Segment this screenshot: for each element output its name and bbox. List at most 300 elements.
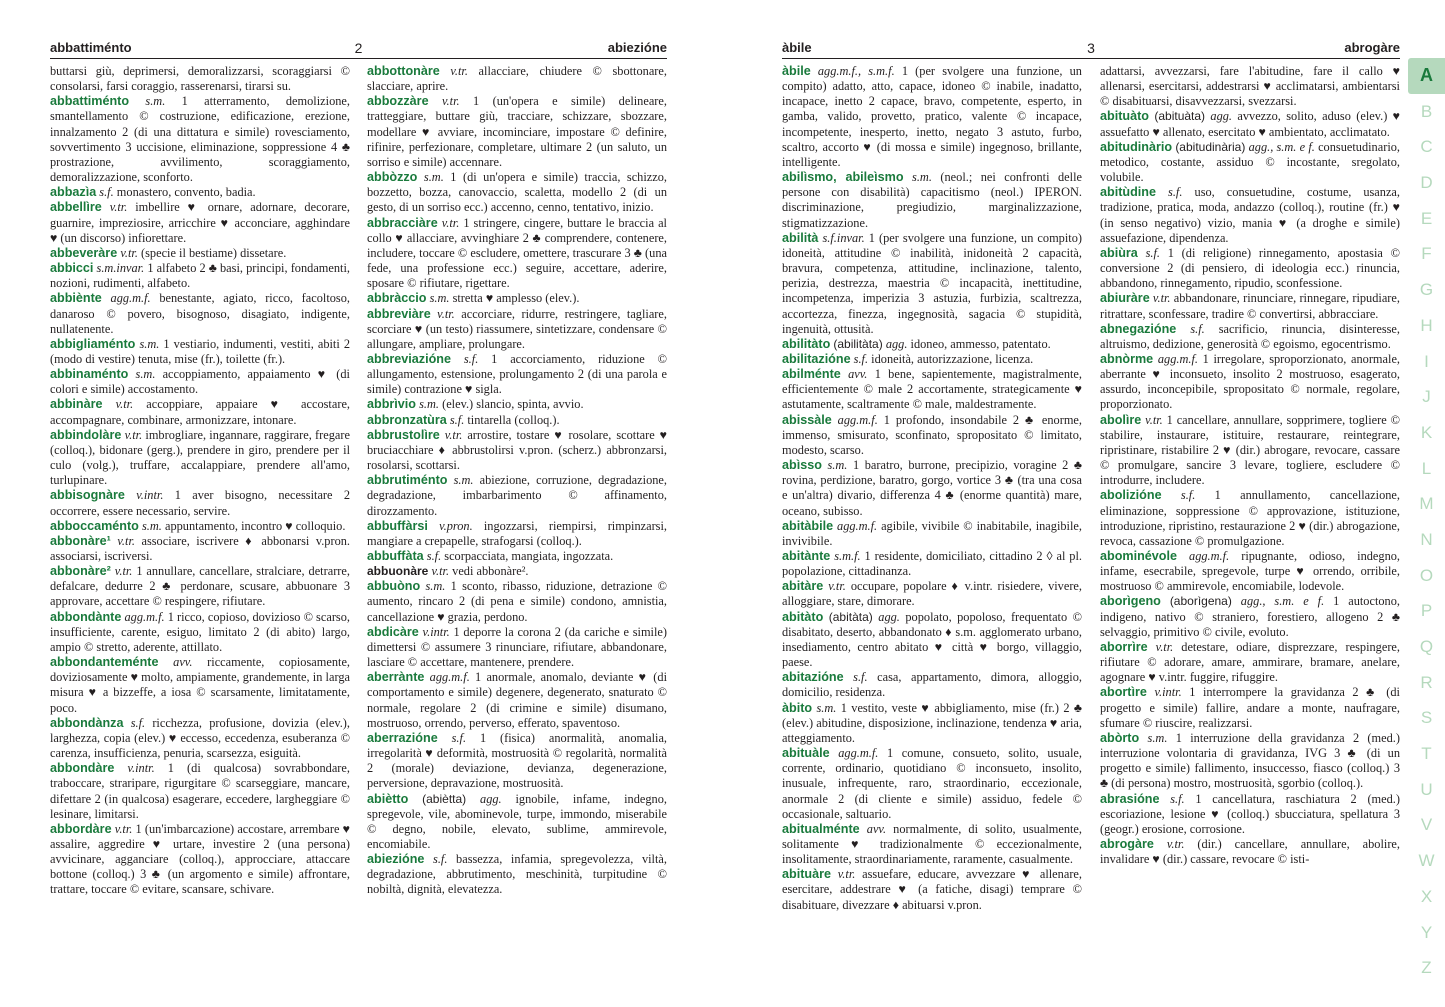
dictionary-entry <box>1100 140 1400 185</box>
headword: abrasióne <box>1100 791 1160 806</box>
definition-text: 1 accorciamento, riduzione © allungamento, estensione, prolungamento 2 (di una parola e simile) contrazione ♥ sigla. <box>367 351 667 397</box>
definition-text: 1 vestito, veste ♥ abbigliamento, mise (fr.) 2 ♣ (elev.) abitudine, disposizione, inclinazione, tendenza ♥ aria, atteggiamento. <box>782 700 1082 745</box>
dictionary-entry <box>367 473 667 518</box>
definition-text: 1 profondo, insondabile 2 ♣ enorme, immenso, smisurato, sconfinato, spropositato © limitato, modesto, scarso. <box>782 412 1082 457</box>
headword: abbozzàre <box>367 94 429 109</box>
grammar-label: agg.m.f. <box>837 412 878 427</box>
grammar-label: v.tr. <box>828 579 846 594</box>
definition-text: 1 interruzione della gravidanza 2 (med.) interruzione volontaria di gravidanza, IVG 3 ♣ (di un progetto e simile) fallimento, insuccesso, fiasco (colloq.) 3 ♣ (di persona) mostro, mostruosità, sgorbio (colloq.). <box>1100 730 1400 791</box>
definition-text: 1 (per svolgere una funzione, un compito) adatto, atto, capace, idoneo © inabile, inadatto, incapace, inetto 2 capace, bravo, competente, esperto, in gamba, valido, provetto, pratico, valente © incapace, incompetente, inesperto, inetto, negato 3 astuto, furbo, scaltro, accorto ♥ (di mossa e simile) ingegnoso, brillante, intelligente. <box>782 64 1082 169</box>
headword: abituàto <box>1100 109 1149 124</box>
headword: abiètto <box>367 791 409 806</box>
headword: abbondànte <box>50 609 122 624</box>
column <box>367 64 667 977</box>
definition-text: vedi abbonàre². <box>452 564 529 579</box>
dictionary-entry <box>367 170 667 215</box>
grammar-label: v.tr. <box>114 821 133 836</box>
headword: àbito <box>782 700 813 715</box>
grammar-label: v.tr. <box>1152 291 1171 306</box>
headword: abbòzzo <box>367 170 418 185</box>
grammar-label: v.tr. <box>837 867 856 882</box>
thumb-letter-m[interactable]: M <box>1419 494 1434 514</box>
grammar-label: agg.m.f. <box>124 609 165 624</box>
thumb-letter-o[interactable]: O <box>1419 565 1434 585</box>
definition-text: 1 anormale, anomalo, deviante ♥ (di comportamento e simile) degenere, degenerato, snaturato © normale, regolare 2 (di crimine e simile) disumano, mostruoso, orrendo, perverso, efferato, spaventoso. <box>367 670 667 730</box>
thumb-letter-b[interactable]: B <box>1420 101 1433 121</box>
dictionary-entry <box>1100 640 1400 685</box>
grammar-label: s.f. <box>853 670 868 685</box>
definition-text: 1 irregolare, sproporzionato, anormale, aberrante ♥ inconsueto, insolito 2 mostruoso, esagerato, assurdo, inconcepibile, spropositato © normale, regolare, proporzionato. <box>1100 351 1401 412</box>
definition-text: casa, appartamento, dimora, alloggio, domicilio, residenza. <box>782 670 1082 700</box>
definition-text: 1 stringere, cingere, buttare le braccia al collo ♥ allacciare, avvinghiare 2 ♣ comprendere, contenere, includere, toccare © escludere, omettere, trascurare 3 ♣ (una fede, una professione ecc.) seguire, accettare, aderire, sposare © rifiutare, rigettare. <box>367 215 667 291</box>
headword-variant: (aborìgena) <box>1169 594 1232 609</box>
definition-text: 1 vestiario, indumenti, vestiti, abiti 2 (modo di vestire) tenuta, mise (fr.), toilette (fr.). <box>50 336 351 366</box>
dictionary-entry <box>782 170 1082 231</box>
headword: abitudinàrio <box>1100 139 1173 154</box>
dictionary-entry <box>782 231 1082 337</box>
headword: abbeveràre <box>50 245 118 260</box>
definition-text: popolato, popoloso, frequentato © disabitato, deserto, abbandonato ♦ s.m. agglomerato urbano, insediamento, centro abitato ♥ città ♥ borgo, villaggio, paese. <box>782 609 1083 670</box>
thumb-letter-c[interactable]: C <box>1420 137 1433 157</box>
grammar-label: s.f.invar. <box>822 230 865 245</box>
dictionary-entry <box>367 670 667 731</box>
running-header <box>50 40 667 58</box>
dictionary-entry <box>782 519 1082 549</box>
headword: abilitàto <box>782 336 831 351</box>
grammar-label: s.f. <box>1145 245 1160 260</box>
headword: abbuòno <box>367 579 421 594</box>
dictionary-entry <box>50 94 350 185</box>
headword-variant: (abitàta) <box>828 609 873 624</box>
page-number: 2 <box>354 40 363 56</box>
definition-text: 1 residente, domiciliato, cittadino 2 ◊ al pl. popolazione, cittadinanza. <box>782 549 1082 579</box>
grammar-label: agg.m.f. <box>838 746 879 761</box>
headword: abitànte <box>782 549 831 563</box>
definition-text: imbrogliare, ingannare, raggirare, fregare (colloq.), bidonare (gerg.), prendere in giro, prendere per il culo (volg.), truffare, accalappiare, prendere all'amo, turlupinare. <box>50 427 350 488</box>
definition-text: riccamente, copiosamente, doviziosamente ♥ molto, ampiamente, grandemente, in larga misura ♥ a bizzeffe, a iosa © scarsamente, limitatamente, poco. <box>50 655 351 715</box>
headword: abiezióne <box>367 852 425 867</box>
dictionary-entry <box>367 625 667 670</box>
headword: abitàto <box>782 609 824 624</box>
headword: abissàle <box>782 412 832 427</box>
definition-text: 1 (di un'opera e simile) traccia, schizzo, bozzetto, bozza, canovaccio, scaletta, modello 2 (di un gesto, di un sorriso ecc.) accenno, cenno, tentativo, inizio. <box>367 170 668 215</box>
dictionary-entry <box>782 352 1082 367</box>
grammar-label: s.f. <box>451 730 467 745</box>
dictionary-entry <box>782 579 1082 609</box>
headword: abbrìvio <box>367 397 416 412</box>
dictionary-entry <box>1100 291 1400 321</box>
headword: abnòrme <box>1100 351 1154 366</box>
definition-text: agibile, vivibile © inabitabile, inagibile, invivibile. <box>782 518 1082 548</box>
header-rule <box>782 58 1400 59</box>
dictionary-entry <box>1100 549 1400 594</box>
headword: abilitazióne <box>782 351 851 366</box>
definition-text: stretta ♥ amplesso (elev.). <box>452 291 580 306</box>
thumb-letter-p[interactable]: P <box>1420 601 1433 621</box>
definition-text: 1 bene, sapientemente, magistralmente, efficientemente © male 2 accortamente, strategicamente ♥ astutamente, scaltramente © male, maldestramente. <box>782 367 1082 412</box>
thumb-letter-y[interactable]: Y <box>1420 922 1433 942</box>
definition-text: 1 (fisica) anormalità, anomalia, irregolarità ♥ deformità, mostruosità © regolarità, normalità 2 (morale) deviazione, devianza, degenerazione, perversione, depravazione, mostruosità. <box>367 730 668 791</box>
definition-text: 1 cancellare, annullare, sopprimere, togliere © stabilire, instaurare, istituire, restaurare, reintegrare, ripristinare, ristabilire 2 ♥ (dir.) abrogare, revocare, cassare © promulgare, sancire 3 levare, togliere, escludere © introdurre, includere. <box>1100 412 1400 488</box>
headword: abiùra <box>1100 245 1138 260</box>
thumb-letter-d[interactable]: D <box>1420 173 1433 193</box>
grammar-label: s.f. <box>1190 321 1205 336</box>
dictionary-entry <box>782 367 1082 412</box>
guide-word-first: àbile <box>782 40 812 55</box>
thumb-letter-t[interactable]: T <box>1421 744 1432 764</box>
dictionary-entry <box>1100 837 1400 867</box>
headword: abbordàre <box>50 821 112 836</box>
headword: abbronzatùra <box>367 412 447 427</box>
definition-text: associare, iscrivere ♦ abbonarsi v.pron. associarsi, iscriversi. <box>50 533 350 563</box>
headword: abbondàre <box>50 761 115 776</box>
grammar-label: s.m. <box>912 170 932 185</box>
dictionary-entry <box>50 610 350 655</box>
headword: abbazìa <box>50 185 97 200</box>
grammar-label: agg.m.f. <box>1157 351 1198 366</box>
grammar-label: v.tr. <box>437 306 455 321</box>
thumb-letter-q[interactable]: Q <box>1419 637 1434 656</box>
grammar-label: agg., s.m. e f. <box>1248 139 1315 154</box>
definition-text: sacrificio, rinuncia, disinteresse, altruismo, dedizione, generosità © egoismo, egocentrismo. <box>1100 321 1401 351</box>
dictionary-entry <box>367 579 667 624</box>
page-number: 3 <box>1087 40 1095 56</box>
dictionary-entry <box>367 397 667 412</box>
headword: abbrustolìre <box>367 427 440 442</box>
grammar-label: s.f. <box>1180 488 1196 503</box>
dictionary-entry <box>367 413 667 428</box>
dictionary-entry <box>782 549 1082 579</box>
headword: abbisognàre <box>50 488 125 503</box>
dictionary-entry <box>782 822 1082 867</box>
headword: abbiènte <box>50 291 102 306</box>
definition-text: appuntamento, incontro ♥ colloquio. <box>164 518 346 533</box>
definition-text: detestare, odiare, disprezzare, respingere, rifiutare © adorare, amare, ammirare, bramare, anelare, agognare ♥ v.intr. fuggire, rifuggire. <box>1100 639 1400 685</box>
dictionary-entry <box>367 216 667 292</box>
dictionary-entry <box>367 307 667 352</box>
grammar-label: s.m. <box>135 367 156 382</box>
definition-text: monastero, convento, badia. <box>116 185 256 200</box>
definition-text: tintarella (colloq.). <box>467 412 560 427</box>
definition-text: 1 (di qualcosa) sovrabbondare, traboccare, straripare, rigurgitare © scarseggiare, mancare, difettare 2 (in qualcosa) esagerare, eccedere, largheggiare © lesinare, limitarsi. <box>50 761 350 821</box>
definition-text: 1 sconto, ribasso, riduzione, detrazione © aumento, rincaro 2 (di pena e simile) condono, amnistia, cancellazione ♥ grazia, perdono. <box>367 579 668 624</box>
thumb-letter-k[interactable]: K <box>1420 422 1433 442</box>
headword: aberrànte <box>367 670 425 685</box>
headword: abdicàre <box>367 624 419 639</box>
headword: abitùdine <box>1100 185 1156 200</box>
grammar-label: v.intr. <box>422 624 450 639</box>
definition-text: 1 (un'imbarcazione) accostare, arrembare ♥ assalire, aggredire ♥ urtare, investire 2 (una persona) avvicinare, agganciare (colloq.), approcciare, attaccare bottone (colloq.) 3 ♣ (un argomento e simile) affrontare, trattare, toccare © evitare, scansare, schivare. <box>50 821 350 897</box>
dictionary-entry <box>782 413 1082 458</box>
definition-text: ignobile, infame, indegno, spregevole, vile, abominevole, turpe, immondo, miserabile © degno, nobile, elevato, sublime, ammirevole, encomiabile. <box>367 791 667 851</box>
headword: abòrto <box>1100 730 1140 745</box>
definition-text: abiezione, corruzione, degradazione, degradazione, imbarbarimento © affinamento, dirozzamento. <box>367 473 667 518</box>
column <box>782 64 1082 977</box>
grammar-label: s.f. <box>433 852 448 867</box>
headword: abilità <box>782 230 819 245</box>
dictionary-entry <box>1100 413 1400 489</box>
definition-text: scorpacciata, mangiata, ingozzata. <box>444 549 614 563</box>
dictionary-entry <box>782 670 1082 700</box>
headword: abortìre <box>1100 685 1147 700</box>
guide-word-last: abrogàre <box>1344 40 1400 55</box>
thumb-letter-i[interactable]: I <box>1424 351 1429 371</box>
header-rule <box>50 58 667 59</box>
grammar-label: s.m. <box>816 700 837 715</box>
grammar-label: agg. <box>878 609 900 624</box>
thumb-letter-z[interactable]: Z <box>1421 958 1432 978</box>
dictionary-entry <box>782 458 1082 519</box>
definition-text: (neol.; nei confronti delle persone con disabilità) capacitismo (neol.) IPERON. discriminazione, pregiudizio, marginalizzazione, stigmatizzazione. <box>782 170 1082 230</box>
definition-text: adattarsi, avvezzarsi, fare l'abitudine, fare il callo ♥ allenarsi, esercitarsi, addestrarsi ♥ acclimatarsi, ambientarsi © disabituarsi, disavvezzarsi, svezzarsi. <box>1100 64 1400 109</box>
definition-text: normalmente, di solito, usualmente, solitamente ♥ tradizionalmente © eccezionalmente, insolitamente, straordinariamente, raramente, casualmente. <box>782 821 1082 867</box>
headword: abilménte <box>782 367 841 382</box>
grammar-label: s.m. <box>453 473 474 488</box>
grammar-label: s.m. <box>827 458 848 473</box>
thumb-index <box>1408 58 1445 986</box>
definition-text: 1 (di religione) rinnegamento, apostasia © conversione 2 (di pensiero, di ideologia ecc.) rinuncia, abbandono, rinnegamento, ripudio, sconfessione. <box>1100 245 1400 291</box>
grammar-label: s.m. <box>419 397 439 412</box>
definition-text: (dir.) cancellare, annullare, abolire, invalidare ♥ (dir.) cassare, revocare © isti- <box>1100 836 1400 867</box>
dictionary-entry <box>1100 731 1400 792</box>
definition-text: assuefare, educare, avvezzare ♥ allenare, esercitare, addestrare ♥ (a fatiche, disagi) temprare © disabituare, divezzare ♦ abituarsi v.pron. <box>782 867 1082 912</box>
thumb-letter-f[interactable]: F <box>1421 244 1432 264</box>
grammar-label: v.tr. <box>115 397 134 412</box>
dictionary-entry <box>1100 792 1400 837</box>
thumb-letter-v[interactable]: V <box>1420 815 1433 835</box>
dictionary-entry <box>367 731 667 792</box>
thumb-letter-a[interactable]: A <box>1408 58 1445 94</box>
definition-text: 1 deporre la corona 2 (da cariche e simile) dimettersi © assumere 3 rinunciare, rifiutare, abbandonare, lasciare © accettare, mantenere, prendere. <box>367 624 667 670</box>
headword: abominévole <box>1100 549 1177 563</box>
definition-text: avvezzo, solito, aduso (elev.) ♥ assuefatto ♥ allenato, esercitato ♥ ambientato, acclimatato. <box>1100 109 1401 139</box>
definition-text: 1 baratro, burrone, precipizio, voragine 2 ♣ rovina, perdizione, baratro, gorgo, vortice 3 ♣ (tra una cosa e un'altra) divario, differenza 4 ♣ (enorme quantità) mare, oceano, subisso. <box>782 458 1082 518</box>
right-page <box>782 0 1400 1007</box>
dictionary-entry <box>50 488 350 518</box>
headword: aborìgeno <box>1100 594 1161 609</box>
dictionary-entry <box>50 655 350 716</box>
dictionary-entry <box>50 564 350 609</box>
dictionary-entry <box>1100 488 1400 549</box>
headword: abbuonàre <box>367 564 429 579</box>
definition-text: ricchezza, profusione, dovizia (elev.), larghezza, copia (elev.) ♥ eccesso, eccedenza, esuberanza © carenza, insufficienza, penuria, scarsezza, esiguità. <box>50 715 350 761</box>
definition-text: 1 autoctono, indigeno, nativo © straniero, forestiero, allogeno 2 ♣ selvaggio, primitivo © civile, evoluto. <box>1100 594 1400 639</box>
headword: abbonàre¹ <box>50 533 111 548</box>
thumb-letter-g[interactable]: G <box>1419 280 1434 300</box>
dictionary-entry <box>782 701 1082 746</box>
dictionary-entry <box>1100 685 1400 730</box>
definition-text: (elev.) slancio, spinta, avvio. <box>442 397 584 412</box>
dictionary-entry <box>367 549 667 564</box>
dictionary-entry <box>782 610 1082 671</box>
headword: abituàle <box>782 746 830 761</box>
headword-variant: (abituàta) <box>1154 109 1206 124</box>
definition-text: 1 cancellatura, raschiatura 2 (med.) escoriazione, lesione ♥ (colloq.) sbucciatura, spellatura 3 (geogr.) erosione, corrosione. <box>1100 791 1401 836</box>
headword: abbellìre <box>50 200 102 215</box>
dictionary-entry <box>1100 64 1400 109</box>
dictionary-entry <box>50 716 350 761</box>
headword: abitàre <box>782 579 824 594</box>
dictionary-entry <box>50 428 350 489</box>
headword: abbindolàre <box>50 427 122 442</box>
headword: abbreviàre <box>367 306 431 321</box>
grammar-label: s.f. <box>426 549 442 563</box>
thumb-letter-n[interactable]: N <box>1420 529 1433 549</box>
dictionary-entry <box>50 534 350 564</box>
dictionary-entry <box>367 428 667 473</box>
grammar-label: v.tr. <box>124 427 143 442</box>
definition-text: buttarsi giù, deprimersi, demoralizzarsi, scoraggiarsi © consolarsi, farsi coraggio, rasserenarsi, tirarsi su. <box>50 64 350 94</box>
dictionary-entry <box>367 519 667 549</box>
running-header <box>782 40 1400 58</box>
dictionary-entry <box>367 564 667 579</box>
definition-text: ingozzarsi, riempirsi, rimpinzarsi, mangiare a crepapelle, strafogarsi (colloq.). <box>367 518 667 548</box>
dictionary-entry <box>50 367 350 397</box>
grammar-label: agg. <box>1210 109 1233 124</box>
dictionary-entry <box>50 822 350 898</box>
grammar-label: s.f. <box>1168 185 1183 200</box>
grammar-label: s.f. <box>130 715 146 730</box>
grammar-label: avv. <box>173 655 193 670</box>
headword: abilìsmo, abileìsmo <box>782 170 904 185</box>
dictionary-entry <box>1100 185 1400 246</box>
headword: abituàre <box>782 867 831 882</box>
grammar-label: v.intr. <box>127 761 155 776</box>
guide-word-last: abiezióne <box>607 40 667 55</box>
headword: abiuràre <box>1100 291 1150 306</box>
grammar-label: v.tr. <box>114 564 133 579</box>
dictionary-entry <box>50 291 350 336</box>
dictionary-entry <box>1100 322 1400 352</box>
definition-text: allacciare, chiudere © sbottonare, slacciare, aprire. <box>367 64 667 94</box>
grammar-label: agg.m.f. <box>429 670 470 685</box>
headword: abnegazióne <box>1100 321 1177 336</box>
dictionary-entry <box>782 337 1082 352</box>
thumb-letter-l[interactable]: L <box>1421 458 1432 478</box>
grammar-label: v.pron. <box>439 518 473 533</box>
headword: abitàbile <box>782 518 834 533</box>
dictionary-entry <box>782 867 1082 912</box>
definition-text: 1 interrompere la gravidanza 2 ♣ (di progetto e simile) fallire, andare a monte, naufragare, sfumare © riuscire, realizzarsi. <box>1100 685 1400 730</box>
headword: abitazióne <box>782 670 844 685</box>
definition-text: (specie il bestiame) dissetare. <box>141 245 287 260</box>
headword: aborrìre <box>1100 639 1148 654</box>
headword-variant: (abitudinària) <box>1175 139 1246 154</box>
headword: abboccaménto <box>50 518 139 533</box>
definition-text: benestante, agiato, ricco, facoltoso, danaroso © povero, bisognoso, disagiato, indigente, nullatenente. <box>50 291 350 336</box>
guide-word-first: abbattiménto <box>50 40 132 55</box>
dictionary-entry <box>50 397 350 427</box>
headword: abbondanteménte <box>50 655 159 670</box>
headword: abbondànza <box>50 715 124 730</box>
grammar-label: agg., s.m. e f. <box>1240 594 1325 609</box>
dictionary-entry <box>367 792 667 853</box>
headword: abrogàre <box>1100 836 1154 851</box>
grammar-label: v.tr. <box>120 245 138 260</box>
definition-text: 1 comune, consueto, solito, usuale, corrente, ordinario, quotidiano © inconsueto, insolito, inusuale, infrequente, raro, straordinario, eccezionale, anormale 2 (di cliente e simile) assiduo, fedele © occasionale, saltuario. <box>782 746 1082 821</box>
thumb-letter-r[interactable]: R <box>1420 672 1433 692</box>
dictionary-entry <box>1100 352 1400 413</box>
thumb-letter-j[interactable]: J <box>1422 387 1431 407</box>
dictionary-entry <box>367 64 667 94</box>
headword: abbinaménto <box>50 367 129 382</box>
grammar-label: v.tr. <box>450 64 468 78</box>
grammar-label: v.tr. <box>431 564 450 579</box>
grammar-label: s.m. <box>423 170 444 185</box>
definition-text: 1 annullare, cancellare, stralciare, detrarre, defalcare, dedurre 2 ♣ perdonare, scusare, abbuonare 3 approvare, accettare © respingere, rifiutare. <box>50 564 350 609</box>
thumb-letter-e[interactable]: E <box>1420 208 1433 228</box>
grammar-label: s.m. <box>429 291 450 306</box>
grammar-label: v.tr. <box>442 94 460 109</box>
headword: abìsso <box>782 458 822 473</box>
definition-text: idoneo, ammesso, patentato. <box>910 336 1051 351</box>
definition-text: idoneità, autorizzazione, licenza. <box>871 351 1034 366</box>
grammar-label: agg.m.f. <box>1189 549 1230 563</box>
headword: abitualménte <box>782 821 860 836</box>
thumb-letter-u[interactable]: U <box>1420 779 1433 799</box>
grammar-label: v.tr. <box>444 427 463 442</box>
column <box>50 64 350 977</box>
definition-text: accoppiare, appaiare ♥ accostare, accompagnare, combinare, armonizzare, intonare. <box>50 397 351 427</box>
headword: abbottonàre <box>367 64 440 78</box>
dictionary-entry <box>367 94 667 170</box>
grammar-label: s.m. <box>139 336 160 351</box>
headword: abbigliaménto <box>50 336 136 351</box>
dictionary-entry <box>50 200 350 245</box>
dictionary-entry <box>50 761 350 822</box>
grammar-label: avv. <box>848 367 868 382</box>
grammar-label: s.m. <box>1147 730 1168 745</box>
definition-text: 1 annullamento, cancellazione, eliminazione, soppressione © approvazione, istituzione, introduzione, ripristino, restaurazione 2 ♥ (dir.) abrogazione, revoca, cassazione © promulgazione. <box>1100 488 1400 548</box>
headword: àbile <box>782 64 811 78</box>
grammar-label: s.f. <box>99 185 114 200</box>
grammar-label: s.m.f. <box>834 549 861 563</box>
left-page <box>50 0 667 1007</box>
dictionary-entry <box>367 291 667 306</box>
grammar-label: agg. <box>480 791 502 806</box>
headword: abbinàre <box>50 397 103 412</box>
definition-text: occupare, popolare ♦ v.intr. risiedere, vivere, alloggiare, stare, dimorare. <box>782 579 1082 609</box>
grammar-label: v.tr. <box>109 200 128 215</box>
dictionary-entry <box>50 261 350 291</box>
grammar-label: s.m. <box>145 94 166 109</box>
dictionary-entry <box>1100 246 1400 291</box>
definition-text: arrostire, tostare ♥ rosolare, scottare ♥ bruciacchiare ♦ abbrustolirsi v.pron. (scherz.) abbronzarsi, rosolarsi, scottarsi. <box>367 427 667 473</box>
dictionary-entry <box>782 746 1082 822</box>
headword: abbracciàre <box>367 215 438 230</box>
headword-variant: (abiètta) <box>422 791 467 806</box>
thumb-letter-w[interactable]: W <box>1418 851 1435 871</box>
headword: abbicci <box>50 261 94 276</box>
headword: abbuffàta <box>367 549 424 563</box>
dictionary-entry <box>1100 594 1400 639</box>
definition-text: 1 (un'opera e simile) delineare, tratteggiare, buttare giù, tracciare, schizzare, sbozzare, modellare ♥ avviare, incominciare, impostare © definire, rifinire, perfezionare, completare, ultimare 2 (un saluto, un sorriso e simile) accennare. <box>367 94 667 169</box>
dictionary-entry <box>50 519 350 534</box>
definition-text: ripugnante, odioso, indegno, infame, esecrabile, spregevole, turpe ♥ orrendo, orribile, mostruoso © ammirevole, encomiabile, lodevole. <box>1100 549 1401 594</box>
dictionary-entry <box>367 352 667 397</box>
headword: abbattiménto <box>50 94 130 109</box>
grammar-label: agg. <box>885 336 908 351</box>
dictionary-entry <box>50 64 350 94</box>
thumb-letter-h[interactable]: H <box>1420 315 1433 335</box>
thumb-letter-x[interactable]: X <box>1420 886 1433 906</box>
thumb-letter-s[interactable]: S <box>1420 708 1433 728</box>
grammar-label: s.f. <box>449 412 465 427</box>
headword: aberrazióne <box>367 730 438 745</box>
headword: abbreviazióne <box>367 351 451 366</box>
grammar-label: v.tr. <box>1155 639 1174 654</box>
grammar-label: agg.m.f., s.m.f. <box>817 64 895 78</box>
